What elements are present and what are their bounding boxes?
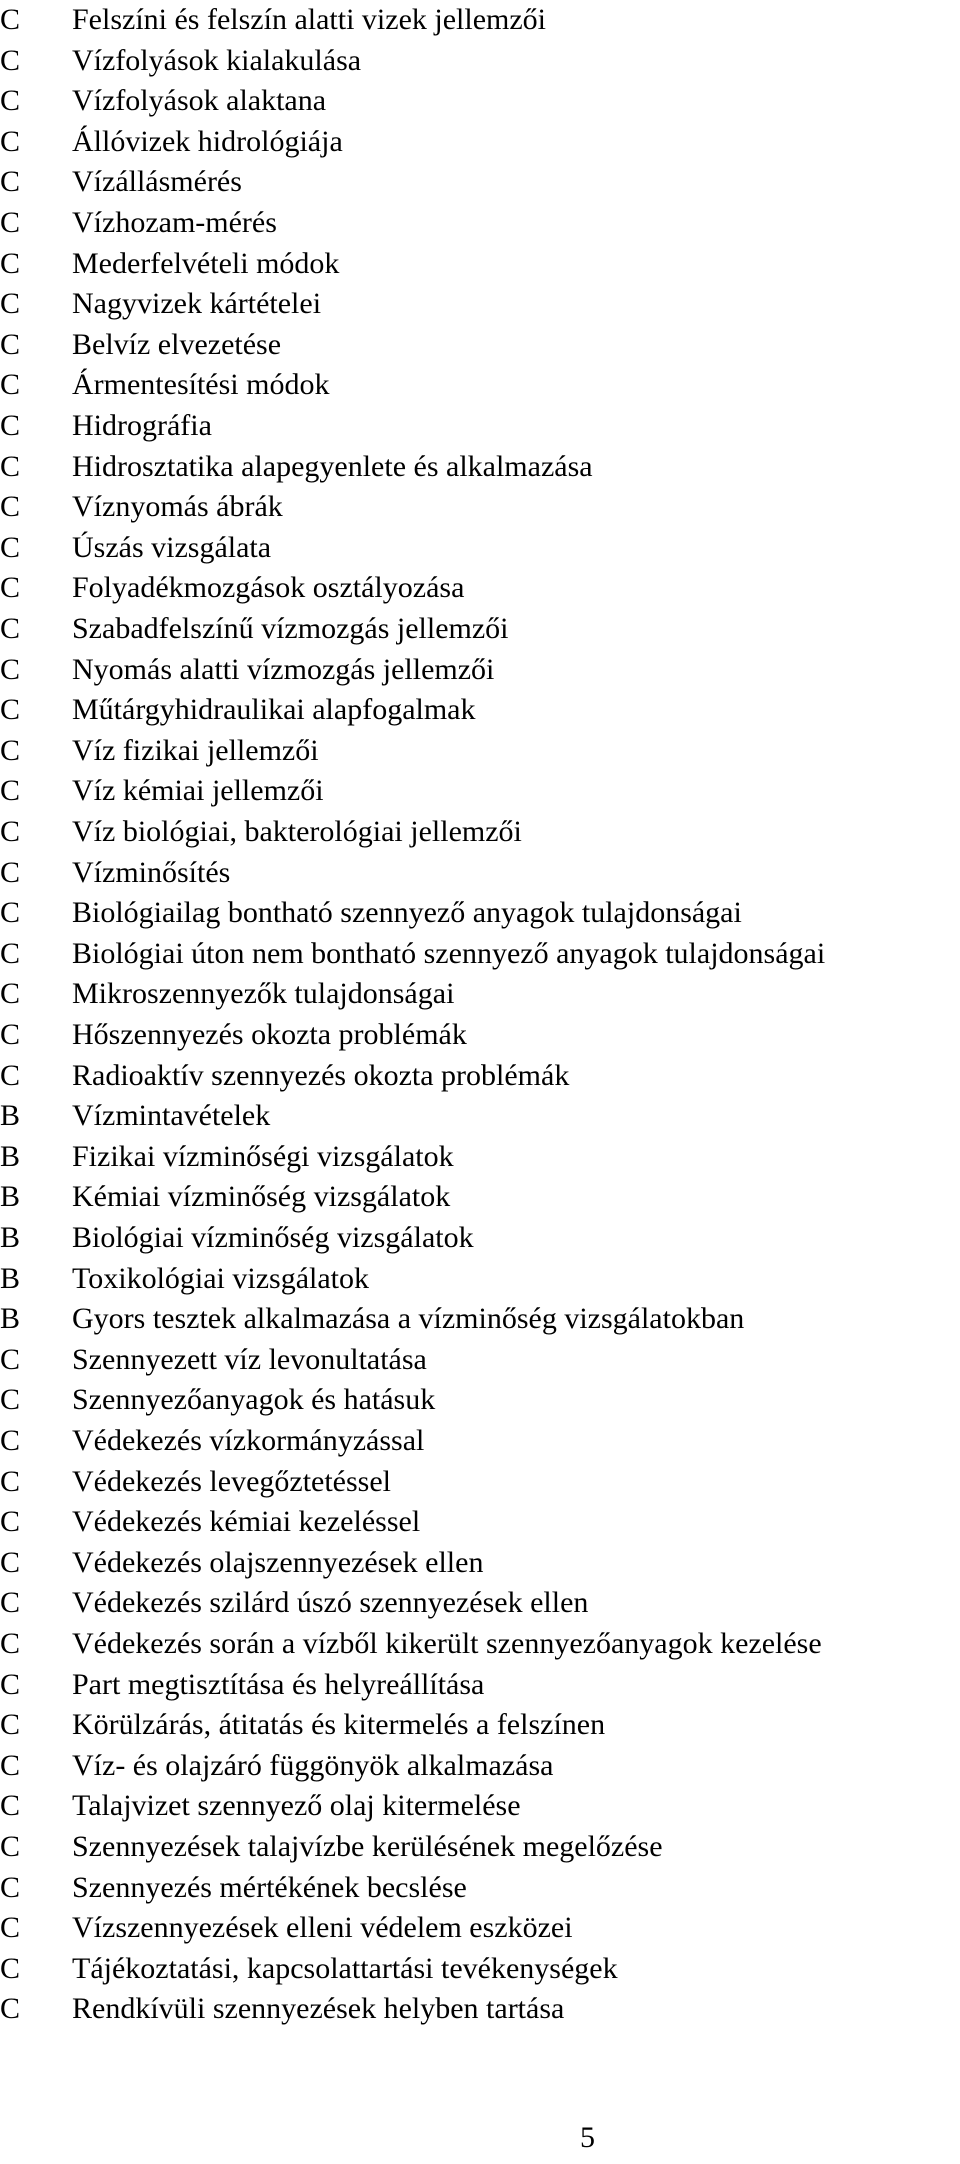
topic-label: Toxikológiai vizsgálatok — [72, 1261, 370, 1295]
topic-label: Biológiailag bontható szennyező anyagok tulajdonságai — [72, 896, 742, 930]
list-item — [0, 81, 960, 121]
competence-level: C — [0, 571, 21, 605]
list-item — [0, 1015, 960, 1055]
competence-level: B — [0, 1139, 21, 1173]
topic-label: Víz biológiai, bakterológiai jellemzői — [72, 815, 522, 848]
topic-label: Fizikai vízminőségi vizsgálatok — [72, 1139, 454, 1173]
topic-label: Talajvizet szennyező olaj kitermelése — [72, 1789, 521, 1823]
list-item — [0, 284, 960, 324]
list-item — [0, 1502, 960, 1542]
list-item — [0, 203, 960, 243]
competence-level: C — [0, 1911, 21, 1945]
topic-label: Védekezés szilárd úszó szennyezések ellen — [72, 1586, 589, 1620]
list-item — [0, 1421, 960, 1461]
competence-level: C — [0, 327, 21, 361]
topic-label: Szabadfelszínű vízmozgás jellemzői — [72, 612, 509, 645]
topic-label: Nyomás alatti vízmozgás jellemzői — [72, 652, 495, 686]
competence-level: C — [0, 1342, 21, 1376]
topic-label: Körülzárás, átitatás és kitermelés a felszínen — [72, 1708, 606, 1742]
competence-level: C — [0, 165, 21, 199]
list-item — [0, 1056, 960, 1096]
competence-level: C — [0, 124, 21, 158]
list-item — [0, 934, 960, 974]
list-item — [0, 1665, 960, 1705]
competence-level: C — [0, 977, 21, 1011]
competence-level: C — [0, 1748, 21, 1782]
list-item — [0, 650, 960, 690]
competence-level: C — [0, 1505, 21, 1539]
topic-label: Vízmintavételek — [72, 1099, 271, 1133]
list-item — [0, 893, 960, 933]
topic-label: Szennyezőanyagok és hatásuk — [72, 1383, 436, 1417]
list-item — [0, 1218, 960, 1258]
topic-label: Radioaktív szennyezés okozta problémák — [72, 1058, 570, 1092]
list-item — [0, 122, 960, 162]
competence-level: C — [0, 449, 21, 483]
list-item — [0, 162, 960, 202]
competence-level: C — [0, 1018, 21, 1051]
topic-label: Víz- és olajzáró függönyök alkalmazása — [72, 1748, 554, 1782]
list-item — [0, 365, 960, 405]
topic-label: Biológiai úton nem bontható szennyező anyagok tulajdonságai — [72, 936, 826, 970]
list-item — [0, 568, 960, 608]
list-item — [0, 812, 960, 852]
topic-label: Nagyvizek kártételei — [72, 287, 322, 321]
topic-label: Víznyomás ábrák — [72, 490, 283, 524]
topic-label: Mederfelvételi módok — [72, 246, 340, 280]
competence-level: C — [0, 368, 21, 402]
list-item — [0, 1827, 960, 1867]
list-item — [0, 528, 960, 568]
list-item — [0, 325, 960, 365]
list-item — [0, 1543, 960, 1583]
topic-label: Felszíni és felszín alatti vizek jellemzői — [72, 3, 547, 36]
list-item — [0, 1137, 960, 1177]
list-item — [0, 1583, 960, 1623]
competence-level: C — [0, 774, 21, 808]
list-item — [0, 1989, 960, 2029]
competence-level: C — [0, 1789, 21, 1823]
competence-level: C — [0, 43, 21, 77]
competence-level: C — [0, 287, 21, 321]
list-item — [0, 406, 960, 446]
topic-label: Szennyezés mértékének becslése — [72, 1870, 467, 1904]
competence-level: C — [0, 693, 21, 727]
topic-label: Mikroszennyezők tulajdonságai — [72, 977, 455, 1011]
competence-level: B — [0, 1221, 21, 1254]
topic-label: Védekezés olajszennyezések ellen — [72, 1545, 484, 1579]
competence-level: C — [0, 1586, 21, 1620]
topic-label: Part megtisztítása és helyreállítása — [72, 1667, 485, 1701]
list-item — [0, 853, 960, 893]
competence-level: C — [0, 652, 21, 686]
topic-label: Tájékoztatási, kapcsolattartási tevékenységek — [72, 1951, 618, 1985]
competence-level: C — [0, 936, 21, 970]
competence-level: C — [0, 530, 21, 564]
competence-level: C — [0, 1383, 21, 1417]
competence-level: C — [0, 409, 21, 442]
topic-label: Víz fizikai jellemzői — [72, 733, 319, 767]
list-item — [0, 1624, 960, 1664]
competence-level: B — [0, 1302, 21, 1336]
topic-label: Biológiai vízminőség vizsgálatok — [72, 1221, 474, 1254]
list-item — [0, 1949, 960, 1989]
competence-level: C — [0, 896, 21, 930]
competence-level: B — [0, 1261, 21, 1295]
competence-level: C — [0, 1870, 21, 1904]
competence-level: C — [0, 1424, 21, 1457]
topic-label: Védekezés vízkormányzással — [72, 1424, 425, 1457]
topic-label: Kémiai vízminőség vizsgálatok — [72, 1180, 451, 1214]
topic-label: Vízszennyezések elleni védelem eszközei — [72, 1911, 573, 1945]
topic-label: Folyadékmozgások osztályozása — [72, 571, 465, 605]
topic-label: Hidrosztatika alapegyenlete és alkalmazása — [72, 449, 593, 483]
list-item — [0, 447, 960, 487]
list-item — [0, 771, 960, 811]
topic-label: Védekezés során a vízből kikerült szennyezőanyagok kezelése — [72, 1627, 822, 1660]
topic-label: Hőszennyezés okozta problémák — [72, 1018, 467, 1051]
competence-level: C — [0, 612, 21, 645]
list-item — [0, 41, 960, 81]
topic-label: Vízfolyások kialakulása — [72, 43, 362, 77]
topic-label: Védekezés kémiai kezeléssel — [72, 1505, 421, 1539]
topic-label: Úszás vizsgálata — [72, 530, 272, 564]
competence-level: C — [0, 1667, 21, 1701]
competence-level: C — [0, 1545, 21, 1579]
list-item — [0, 1259, 960, 1299]
competence-level: C — [0, 1464, 21, 1498]
list-item — [0, 1868, 960, 1908]
topic-label: Gyors tesztek alkalmazása a vízminőség vizsgálatokban — [72, 1302, 745, 1336]
topic-label: Vízhozam-mérés — [72, 206, 277, 239]
topic-label: Rendkívüli szennyezések helyben tartása — [72, 1992, 565, 2026]
competence-level: C — [0, 1951, 21, 1985]
list-item — [0, 1462, 960, 1502]
competence-level: C — [0, 206, 21, 239]
competence-level: C — [0, 1708, 21, 1742]
list-item — [0, 1299, 960, 1339]
competence-level: C — [0, 1830, 21, 1863]
competence-level: C — [0, 733, 21, 767]
topic-label: Ármentesítési módok — [72, 368, 330, 402]
topic-label: Víz kémiai jellemzői — [72, 774, 324, 808]
topic-label: Védekezés levegőztetéssel — [72, 1464, 391, 1498]
list-item — [0, 974, 960, 1014]
list-item — [0, 1908, 960, 1948]
topic-label: Szennyezett víz levonultatása — [72, 1342, 427, 1376]
topic-label: Vízfolyások alaktana — [72, 84, 327, 118]
list-item — [0, 1340, 960, 1380]
topic-label: Műtárgyhidraulikai alapfogalmak — [72, 693, 476, 727]
list-item — [0, 609, 960, 649]
list-item — [0, 1380, 960, 1420]
competence-level: C — [0, 490, 21, 524]
competence-level: C — [0, 1058, 21, 1092]
list-item — [0, 1177, 960, 1217]
competence-level: C — [0, 1627, 21, 1660]
competence-level: C — [0, 3, 21, 36]
topic-label: Hidrográfia — [72, 409, 212, 442]
topic-label: Vízállásmérés — [72, 165, 242, 199]
topic-label: Állóvizek hidrológiája — [72, 124, 343, 158]
competence-level: C — [0, 855, 21, 889]
list-item — [0, 244, 960, 284]
list-item — [0, 1096, 960, 1136]
list-item — [0, 1705, 960, 1745]
list-item — [0, 0, 960, 40]
competence-level: B — [0, 1099, 21, 1133]
topic-label: Belvíz elvezetése — [72, 327, 282, 361]
page-number: 5 — [580, 2121, 595, 2154]
competence-level: C — [0, 84, 21, 118]
competence-level: C — [0, 246, 21, 280]
list-item — [0, 731, 960, 771]
competence-level: B — [0, 1180, 21, 1214]
list-item — [0, 1746, 960, 1786]
topic-label: Szennyezések talajvízbe kerülésének megelőzése — [72, 1830, 663, 1863]
list-item — [0, 690, 960, 730]
list-item — [0, 487, 960, 527]
topic-label: Vízminősítés — [72, 855, 231, 889]
competence-level: C — [0, 1992, 21, 2026]
competence-level: C — [0, 815, 21, 848]
list-item — [0, 1786, 960, 1826]
